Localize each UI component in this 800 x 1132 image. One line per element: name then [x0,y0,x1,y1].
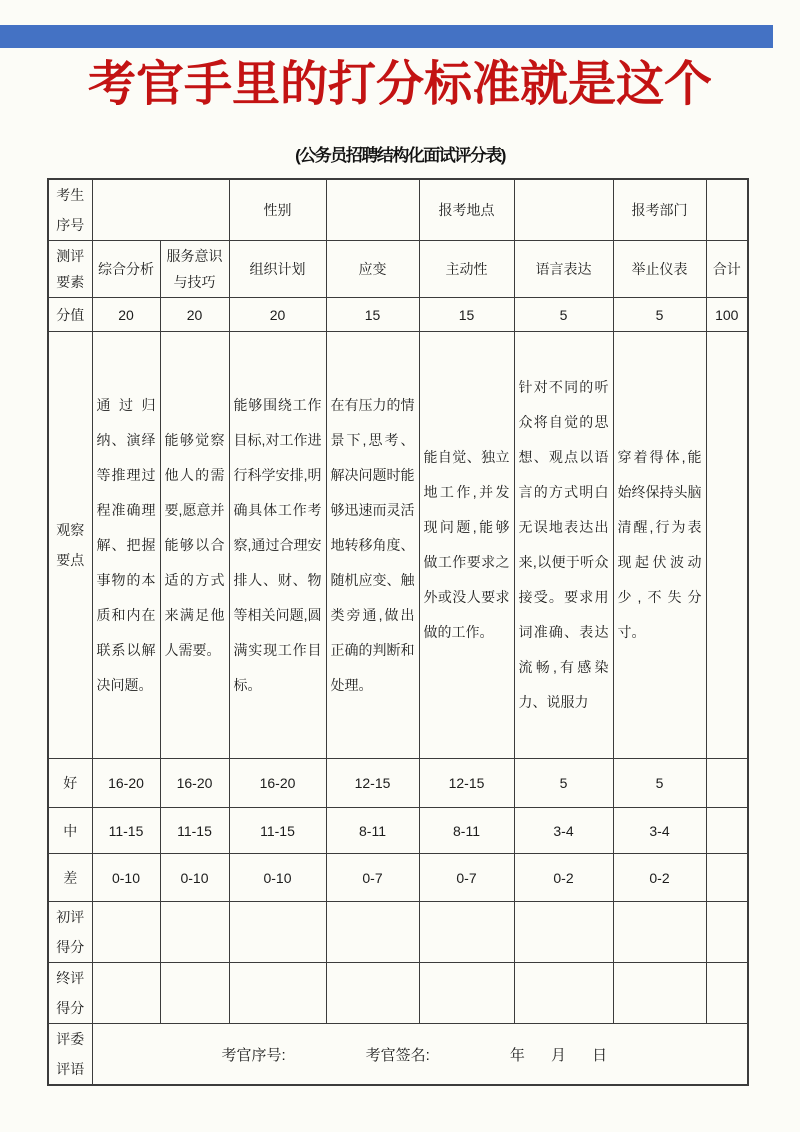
mid-total-blank [706,808,748,854]
department-field[interactable] [706,179,748,241]
element-comprehensive: 综合分析 [92,241,160,298]
mid-range-cell: 11-15 [229,808,326,854]
observation-adaptability: 在有压力的情景下,思考、解决问题时能够迅速而灵活地转移角度、随机应变、触类旁通,做出正确的判断和处理。 [326,332,419,759]
initial-score-row [48,902,748,963]
initial-score-field[interactable] [613,902,706,963]
good-range-cell: 12-15 [326,759,419,808]
initial-score-label: 初评得分 [48,902,92,963]
value-cell: 15 [419,298,514,332]
observation-language: 针对不同的听众将自觉的思想、观点以语言的方式明白无误地表达出来,以便于听众接受。要求用词准确、表达流畅,有感染力、说服力 [514,332,613,759]
poor-range-cell: 0-7 [326,854,419,902]
initial-score-field[interactable] [514,902,613,963]
page-subtitle: (公务员招聘结构化面试评分表) [295,146,505,165]
good-range-cell: 5 [613,759,706,808]
examiner-number-label: 考官序号: [221,1046,286,1064]
candidate-number-label: 考生序号 [48,179,92,241]
poor-range-cell: 0-2 [514,854,613,902]
element-initiative: 主动性 [419,241,514,298]
final-score-row [48,963,748,1024]
poor-range-cell: 0-7 [419,854,514,902]
mid-range-cell: 11-15 [160,808,229,854]
poor-range-cell: 0-10 [92,854,160,902]
final-score-field[interactable] [419,963,514,1024]
examiner-signature-label: 考官签名: [365,1046,430,1064]
element-adaptability: 应变 [326,241,419,298]
value-cell: 20 [229,298,326,332]
value-cell: 5 [613,298,706,332]
observation-manner: 穿着得体,能始终保持头脑清醒,行为表现起伏波动少,不失分寸。 [613,332,706,759]
final-score-field[interactable] [229,963,326,1024]
value-row-label: 分值 [48,298,92,332]
mid-range-cell: 11-15 [92,808,160,854]
value-total-cell: 100 [706,298,748,332]
observation-total-blank [706,332,748,759]
good-total-blank [706,759,748,808]
final-score-field[interactable] [92,963,160,1024]
remarks-label: 评委评语 [48,1024,92,1086]
initial-score-field[interactable] [92,902,160,963]
department-label: 报考部门 [613,179,706,241]
page-title: 考官手里的打分标准就是这个 [87,58,712,111]
mid-band-row [48,808,748,854]
poor-range-cell: 0-10 [229,854,326,902]
poor-range-cell: 0-2 [613,854,706,902]
element-row-label: 测评要素 [48,241,92,298]
poor-range-cell: 0-10 [160,854,229,902]
value-cell: 20 [92,298,160,332]
good-range-cell: 16-20 [160,759,229,808]
poor-total-blank [706,854,748,902]
poor-row-label: 差 [48,854,92,902]
initial-score-total-field[interactable] [706,902,748,963]
observation-initiative: 能自觉、独立地工作,并发现问题,能够做工作要求之外或没人要求做的工作。 [419,332,514,759]
final-score-field[interactable] [514,963,613,1024]
info-row [48,179,748,241]
observation-service: 能够觉察他人的需要,愿意并能够以合适的方式来满足他人需要。 [160,332,229,759]
remarks-row [48,1024,748,1086]
value-cell: 20 [160,298,229,332]
good-band-row [48,759,748,808]
final-score-label: 终评得分 [48,963,92,1024]
gender-label: 性别 [229,179,326,241]
good-range-cell: 16-20 [92,759,160,808]
initial-score-field[interactable] [229,902,326,963]
final-score-field[interactable] [326,963,419,1024]
observation-row-label: 观察要点 [48,332,92,759]
observation-row [48,332,748,759]
final-score-field[interactable] [613,963,706,1024]
gender-field[interactable] [326,179,419,241]
element-organization: 组织计划 [229,241,326,298]
final-score-total-field[interactable] [706,963,748,1024]
good-row-label: 好 [48,759,92,808]
location-field[interactable] [514,179,613,241]
value-cell: 15 [326,298,419,332]
candidate-number-field[interactable] [92,179,229,241]
poor-band-row [48,854,748,902]
mid-row-label: 中 [48,808,92,854]
mid-range-cell: 3-4 [613,808,706,854]
observation-organization: 能够围绕工作目标,对工作进行科学安排,明确具体工作考察,通过合理安排人、财、物等相关问题,圆满实现工作目标。 [229,332,326,759]
date-label: 年 月 日 [509,1046,608,1064]
location-label: 报考地点 [419,179,514,241]
element-row [48,241,748,298]
observation-comprehensive: 通过归纳、演绎等推理过程准确理解、把握事物的本质和内在联系以解决问题。 [92,332,160,759]
remarks-field[interactable] [92,1024,748,1086]
top-accent-bar [0,25,773,48]
element-service: 服务意识与技巧 [160,241,229,298]
initial-score-field[interactable] [419,902,514,963]
mid-range-cell: 8-11 [419,808,514,854]
initial-score-field[interactable] [326,902,419,963]
element-language: 语言表达 [514,241,613,298]
remarks-line [96,1044,745,1065]
good-range-cell: 5 [514,759,613,808]
good-range-cell: 12-15 [419,759,514,808]
value-row [48,298,748,332]
good-range-cell: 16-20 [229,759,326,808]
initial-score-field[interactable] [160,902,229,963]
element-total: 合计 [706,241,748,298]
mid-range-cell: 8-11 [326,808,419,854]
value-cell: 5 [514,298,613,332]
score-table [47,178,749,1086]
element-manner: 举止仪表 [613,241,706,298]
final-score-field[interactable] [160,963,229,1024]
mid-range-cell: 3-4 [514,808,613,854]
